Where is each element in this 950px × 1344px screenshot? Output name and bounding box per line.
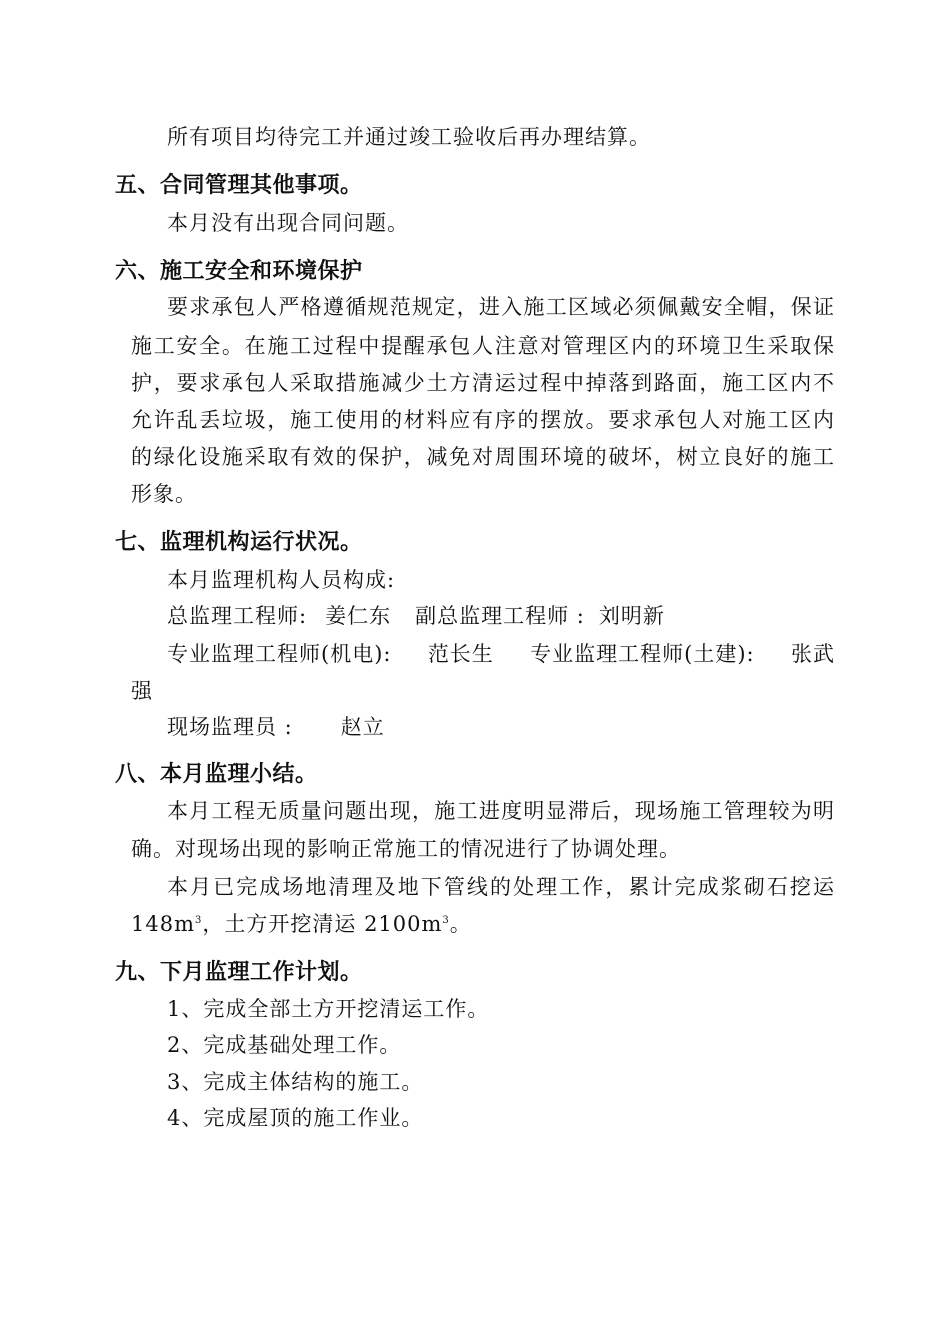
- section-7-intro: 本月监理机构人员构成:: [167, 568, 396, 592]
- section-5-body: 本月没有出现合同问题。: [167, 211, 409, 235]
- intro-paragraph: 所有项目均待完工并通过竣工验收后再办理结算。: [167, 125, 651, 149]
- sentence-end: 。: [449, 912, 472, 936]
- plan-item: 1、完成全部土方开挖清运工作。: [167, 997, 490, 1021]
- section-8-para1-line: 本月工程无质量问题出现，施工进度明显滞后，现场施工管理较为明: [167, 799, 835, 823]
- section-5-heading: 五、合同管理其他事项。: [115, 173, 363, 198]
- section-8-heading: 八、本月监理小结。: [115, 762, 318, 787]
- quantity-earth: 2100m: [364, 912, 443, 936]
- section-6-line: 的绿化设施采取有效的保护，减免对周围环境的破坏，树立良好的施工: [131, 445, 835, 469]
- quantity-stone: 148m: [131, 912, 195, 936]
- section-7-heading: 七、监理机构运行状况。: [115, 530, 363, 555]
- civil-engineer-label: 专业监理工程师(土建):: [530, 642, 755, 666]
- specialist-engineer-row: [167, 639, 835, 669]
- deputy-engineer-name: 刘明新: [598, 604, 665, 628]
- site-supervisor-name: 赵立: [340, 715, 385, 739]
- section-8-para1-line: 确。对现场出现的影响正常施工的情况进行了协调处理。: [131, 837, 681, 861]
- chief-engineer-row: [167, 601, 665, 631]
- mech-engineer-label: 专业监理工程师(机电):: [167, 642, 392, 666]
- civil-engineer-name: 张武: [790, 642, 835, 666]
- section-9-heading: 九、下月监理工作计划。: [115, 960, 363, 985]
- section-6-line: 护，要求承包人采取措施减少土方清运过程中掉落到路面，施工区内不: [131, 371, 835, 395]
- deputy-engineer-label: 副总监理工程师 :: [415, 604, 585, 628]
- chief-engineer-label: 总监理工程师:: [167, 604, 308, 628]
- chief-engineer-name: 姜仁东: [325, 604, 392, 628]
- section-8-para2-line: 本月已完成场地清理及地下管线的处理工作，累计完成浆砌石挖运: [167, 875, 835, 899]
- section-8-para2-line2: [131, 909, 472, 939]
- section-6-heading: 六、施工安全和环境保护: [115, 259, 363, 284]
- section-6-line: 施工安全。在施工过程中提醒承包人注意对管理区内的环境卫生采取保: [131, 334, 835, 358]
- section-6-line: 允许乱丢垃圾，施工使用的材料应有序的摆放。要求承包人对施工区内: [131, 408, 835, 432]
- cubic-superscript: 3: [195, 915, 203, 926]
- quantity-connector: ，土方开挖清运: [202, 912, 357, 936]
- mech-engineer-name: 范长生: [427, 642, 494, 666]
- cubic-superscript: 3: [442, 915, 450, 926]
- section-6-line: 形象。: [131, 482, 197, 506]
- section-6-line: 要求承包人严格遵循规范规定，进入施工区域必须佩戴安全帽，保证: [167, 295, 835, 319]
- site-supervisor-row: [167, 712, 385, 742]
- plan-item: 3、完成主体结构的施工。: [167, 1070, 424, 1094]
- plan-item: 4、完成屋顶的施工作业。: [167, 1106, 424, 1130]
- plan-item: 2、完成基础处理工作。: [167, 1033, 402, 1057]
- civil-engineer-name-cont: 强: [131, 679, 153, 703]
- site-supervisor-label: 现场监理员 :: [167, 715, 293, 739]
